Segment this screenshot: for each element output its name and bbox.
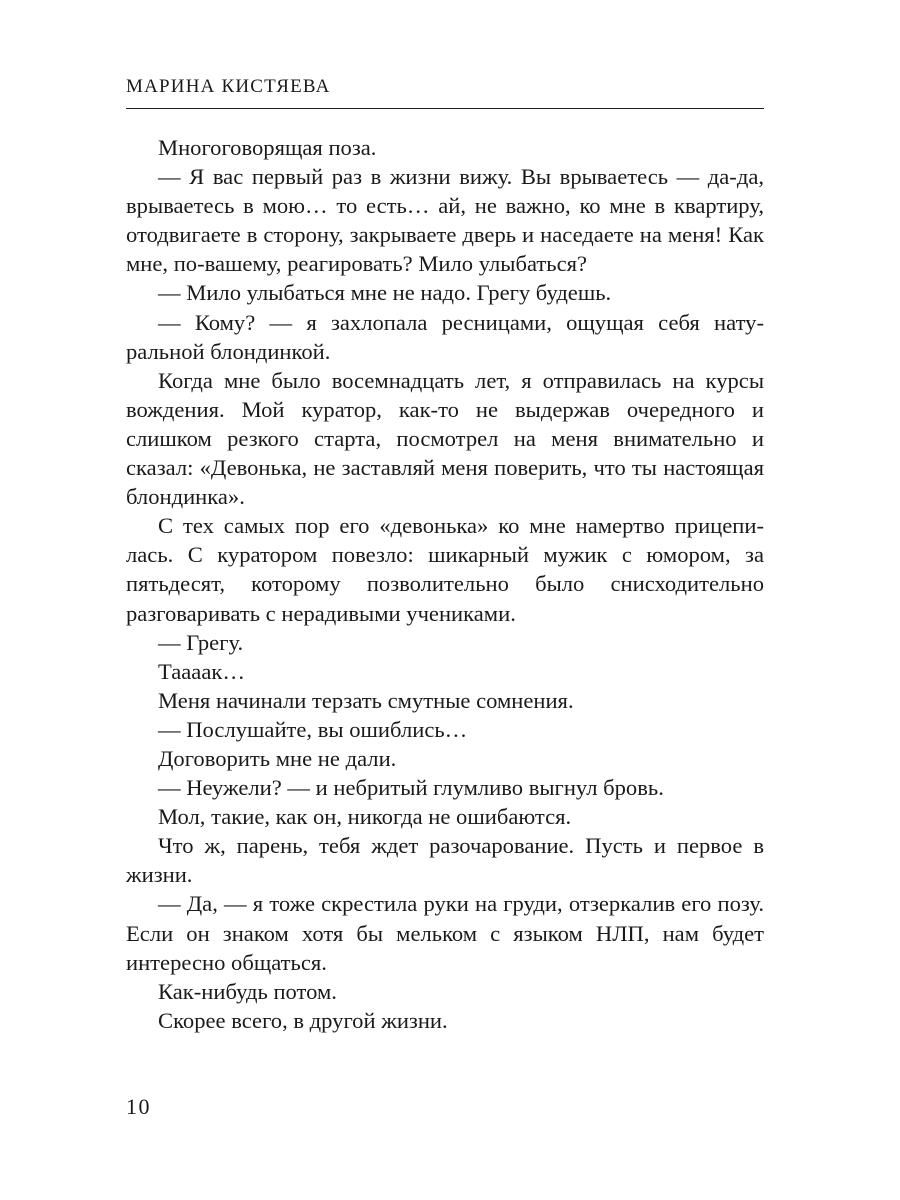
- paragraph: — Я вас первый раз в жизни вижу. Вы врываетесь — да-да, врываетесь в мою… то есть… ай, не важно, ко мне в квартиру, отодвигаете в сторону, закрываете дверь и наседаете на меня! Как мне, по-вашему, реагировать? Мило улыбаться?: [126, 164, 764, 277]
- paragraph: Таааак…: [158, 658, 245, 684]
- page-number: 10: [126, 1094, 151, 1119]
- paragraph: — Да, — я тоже скрестила руки на груди, отзеркалив его позу. Если он знаком хотя бы мельком с языком НЛП, нам будет интересно общаться.: [126, 891, 764, 975]
- paragraph: — Неужели? — и небритый глумливо выгнул бровь.: [158, 775, 664, 801]
- paragraph: Скорее всего, в другой жизни.: [158, 1007, 448, 1033]
- paragraph: Мол, такие, как он, никогда не ошибаются.: [158, 804, 572, 830]
- paragraph: — Мило улыбаться мне не надо. Грегу будешь.: [158, 280, 612, 306]
- paragraph: Что ж, парень, тебя ждет разочарование. Пусть и первое в жизни.: [126, 833, 764, 888]
- paragraph: Многоговорящая поза.: [158, 135, 377, 160]
- paragraph: — Грегу.: [158, 629, 244, 655]
- paragraph: Как-нибудь потом.: [158, 978, 337, 1004]
- paragraph: — Кому? — я захлопала ресницами, ощущая себя натуральной блондинкой.: [126, 309, 764, 364]
- header-divider: [126, 108, 764, 109]
- paragraph: С тех самых пор его «девонька» ко мне намертво прицепилась. С куратором повезло: шикарный мужик с юмором, за пятьдесят, которому позволительно было снисходительно разговаривать с нерадивыми учениками.: [126, 513, 764, 626]
- paragraph: Договорить мне не дали.: [158, 745, 397, 771]
- paragraph: — Послушайте, вы ошиблись…: [158, 716, 468, 742]
- paragraph: Меня начинали терзать смутные сомнения.: [158, 687, 574, 713]
- running-header-author: МАРИНА КИСТЯЕВА: [126, 76, 331, 97]
- body-text: [126, 133, 764, 1035]
- paragraph: Когда мне было восемнадцать лет, я отправилась на курсы вождения. Мой куратор, как-то не выдержав очередного и слишком резкого старта, посмотрел на меня внимательно и сказал: «Девонька, не заставляй меня поверить, что ты настоящая блондинка».: [126, 367, 764, 510]
